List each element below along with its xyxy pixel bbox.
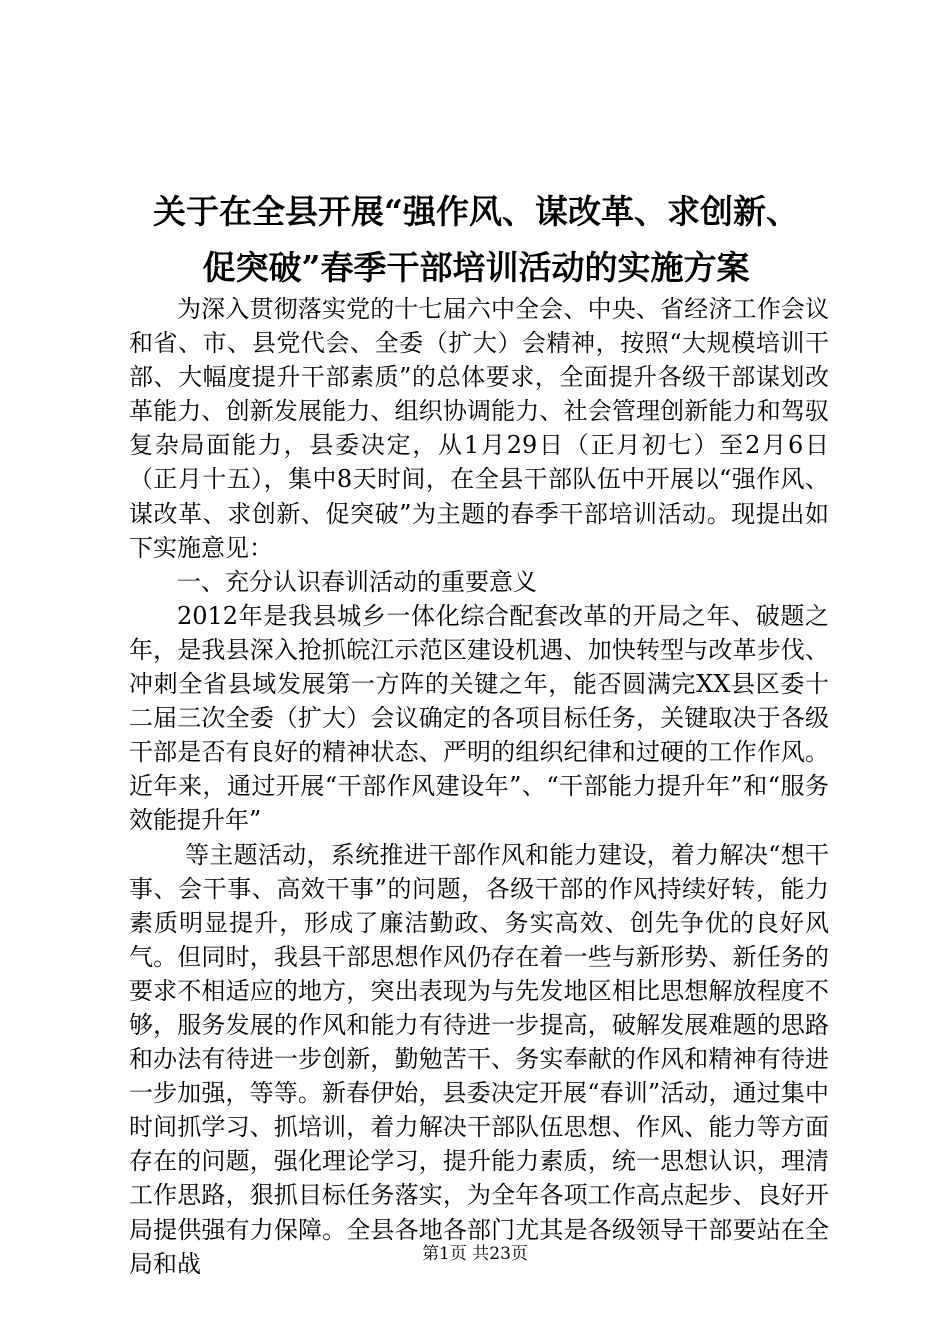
document-body	[129, 292, 829, 1281]
page-number-footer: 第1页 共23页	[422, 1244, 528, 1264]
body-paragraph: 2012年是我县城乡一体化综合配套改革的开局之年、破题之年，是我县深入抢抓皖江示范区建设机遇、加快转型与改革步伐、冲刺全省县域发展第一方阵的关键之年，能否圆满完XX县区委十二届三次全委（扩大）会议确定的各项目标任务，关键取决于各级干部是否有良好的精神状态、严明的组织纪律和过硬的工作作风。近年来，通过开展“干部作风建设年”、“干部能力提升年”和“服务效能提升年”	[129, 601, 829, 835]
document-title-line-1: 关于在全县开展“强作风、谋改革、求创新、	[153, 192, 799, 231]
body-paragraph: 等主题活动，系统推进干部作风和能力建设，着力解决“想干事、会干事、高效干事”的问题，各级干部的作风持续好转，能力素质明显提升，形成了廉洁勤政、务实高效、创先争优的良好风气。但同时，我县干部思想作风仍存在着一些与新形势、新任务的要求不相适应的地方，突出表现为与先发地区相比思想解放程度不够，服务发展的作风和能力有待进一步提高，破解发展难题的思路和办法有待进一步创新，勤勉苦干、务实奉献的作风和精神有待进一步加强，等等。新春伊始，县委决定开展“春训”活动，通过集中时间抓学习、抓培训，着力解决干部队伍思想、作风、能力等方面存在的问题，强化理论学习，提升能力素质，统一思想认识，理清工作思路，狠抓目标任务落实，为全年各项工作高点起步、良好开局提供强有力保障。全县各地各部门尤其是各级领导干部要站在全局和战	[129, 840, 829, 1278]
section-heading: 一、充分认识春训活动的重要意义	[177, 567, 537, 596]
intro-paragraph: 为深入贯彻落实党的十七届六中全会、中央、省经济工作会议和省、市、县党代会、全委（扩大）会精神，按照“大规模培训干部、大幅度提升干部素质”的总体要求，全面提升各级干部谋划改革能力、创新发展能力、组织协调能力、社会管理创新能力和驾驭复杂局面能力，县委决定，从1月29日（正月初七）至2月6日（正月十五），集中8天时间，在全县干部队伍中开展以“强作风、谋改革、求创新、促突破”为主题的春季干部培训活动。现提出如下实施意见：	[129, 295, 829, 562]
document-title-line-2: 促突破”春季干部培训活动的实施方案	[202, 248, 750, 287]
